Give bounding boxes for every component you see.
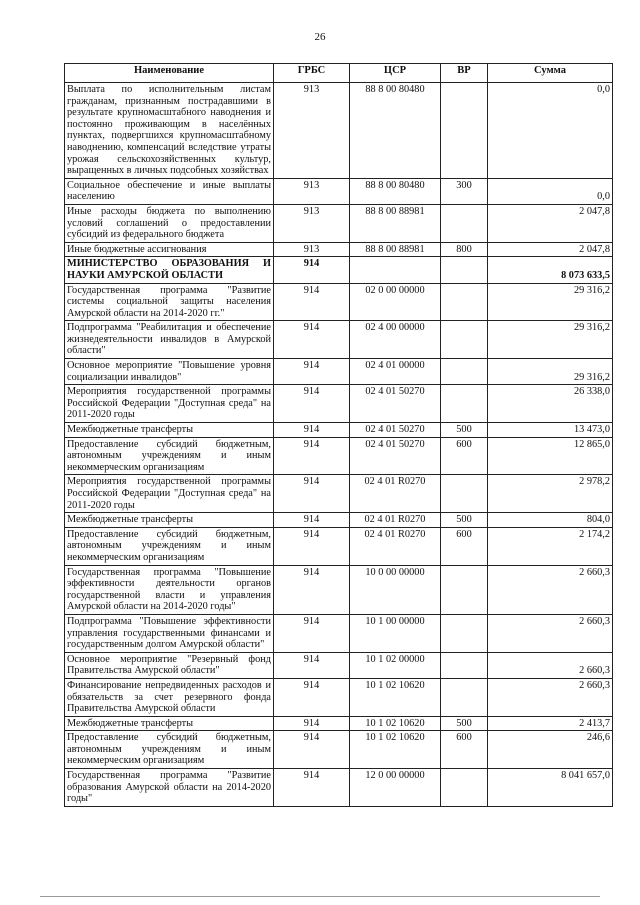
cell-name: Иные бюджетные ассигнования: [65, 242, 274, 257]
table-row: [65, 204, 613, 242]
cell-grbs: 914: [274, 716, 350, 731]
cell-name: Государственная программа "Повышение эффективности деятельности органов государственной власти и управления Амурской области на 2014-2020 годы": [65, 565, 274, 614]
cell-name: Государственная программа "Развитие образования Амурской области на 2014-2020 годы": [65, 769, 274, 807]
cell-name: МИНИСТЕРСТВО ОБРАЗОВАНИЯ И НАУКИ АМУРСКОЙ ОБЛАСТИ: [65, 257, 274, 283]
cell-vr: [441, 614, 488, 652]
cell-grbs: 914: [274, 321, 350, 359]
cell-name: Финансирование непредвиденных расходов и обязательств за счет резервного фонда Правительства Амурской области: [65, 678, 274, 716]
cell-name: Социальное обеспечение и иные выплаты населению: [65, 178, 274, 204]
cell-vr: [441, 283, 488, 321]
cell-sum: 2 047,8: [488, 204, 613, 242]
cell-vr: 600: [441, 437, 488, 475]
cell-sum: 29 316,2: [488, 359, 613, 385]
cell-name: Подпрограмма "Реабилитация и обеспечение жизнедеятельности инвалидов в Амурской области": [65, 321, 274, 359]
page-bottom-edge: [40, 896, 600, 897]
cell-csr: 12 0 00 00000: [350, 769, 441, 807]
cell-vr: [441, 385, 488, 423]
cell-vr: [441, 83, 488, 179]
cell-name: Государственная программа "Развитие системы социальной защиты населения Амурской области на 2014-2020 гг.": [65, 283, 274, 321]
cell-name: Предоставление субсидий бюджетным, автономным учреждениям и иным некоммерческим организациям: [65, 731, 274, 769]
cell-grbs: 914: [274, 769, 350, 807]
cell-grbs: 914: [274, 513, 350, 528]
cell-sum: 2 413,7: [488, 716, 613, 731]
cell-grbs: 914: [274, 385, 350, 423]
cell-sum: 8 073 633,5: [488, 257, 613, 283]
cell-vr: [441, 257, 488, 283]
cell-name: Межбюджетные трансферты: [65, 423, 274, 438]
header-vr: ВР: [441, 64, 488, 83]
cell-sum: 2 660,3: [488, 565, 613, 614]
cell-grbs: 914: [274, 614, 350, 652]
table-body: [65, 83, 613, 807]
cell-vr: 600: [441, 731, 488, 769]
cell-name: Предоставление субсидий бюджетным, автономным учреждениям и иным некоммерческим организациям: [65, 437, 274, 475]
cell-name: Предоставление субсидий бюджетным, автономным учреждениям и иным некоммерческим организациям: [65, 527, 274, 565]
table-row: [65, 283, 613, 321]
cell-vr: 300: [441, 178, 488, 204]
cell-csr: 10 1 02 10620: [350, 731, 441, 769]
cell-vr: [441, 652, 488, 678]
cell-vr: [441, 565, 488, 614]
cell-csr: [350, 257, 441, 283]
cell-csr: 02 4 01 50270: [350, 423, 441, 438]
cell-csr: 88 8 00 88981: [350, 204, 441, 242]
cell-grbs: 914: [274, 283, 350, 321]
cell-name: Основное мероприятие "Повышение уровня социализации инвалидов": [65, 359, 274, 385]
cell-csr: 10 0 00 00000: [350, 565, 441, 614]
cell-csr: 10 1 02 00000: [350, 652, 441, 678]
cell-name: Мероприятия государственной программы Российской Федерации "Доступная среда" на 2011-2020 годы: [65, 475, 274, 513]
cell-grbs: 913: [274, 242, 350, 257]
cell-grbs: 914: [274, 652, 350, 678]
table-row: [65, 678, 613, 716]
table-row: [65, 178, 613, 204]
cell-name: Иные расходы бюджета по выполнению условий соглашений о предоставлении субсидий из федерального бюджета: [65, 204, 274, 242]
cell-sum: 804,0: [488, 513, 613, 528]
cell-name: Межбюджетные трансферты: [65, 716, 274, 731]
cell-sum: 8 041 657,0: [488, 769, 613, 807]
cell-grbs: 914: [274, 437, 350, 475]
cell-name: Основное мероприятие "Резервный фонд Правительства Амурской области": [65, 652, 274, 678]
table-row: [65, 423, 613, 438]
cell-csr: 88 8 00 88981: [350, 242, 441, 257]
cell-grbs: 914: [274, 475, 350, 513]
cell-sum: 29 316,2: [488, 321, 613, 359]
cell-sum: 13 473,0: [488, 423, 613, 438]
cell-sum: 2 174,2: [488, 527, 613, 565]
cell-name: Мероприятия государственной программы Российской Федерации "Доступная среда" на 2011-2020 годы: [65, 385, 274, 423]
cell-sum: 12 865,0: [488, 437, 613, 475]
cell-vr: [441, 475, 488, 513]
cell-grbs: 914: [274, 423, 350, 438]
cell-csr: 02 0 00 00000: [350, 283, 441, 321]
table-row: [65, 83, 613, 179]
table-row: [65, 385, 613, 423]
cell-vr: [441, 204, 488, 242]
cell-grbs: 914: [274, 257, 350, 283]
table-row: [65, 437, 613, 475]
cell-csr: 02 4 01 R0270: [350, 513, 441, 528]
cell-csr: 02 4 01 R0270: [350, 527, 441, 565]
table-header-row: [65, 64, 613, 83]
table-row: [65, 527, 613, 565]
cell-sum: 246,6: [488, 731, 613, 769]
table-row: [65, 565, 613, 614]
cell-sum: 26 338,0: [488, 385, 613, 423]
cell-csr: 10 1 02 10620: [350, 716, 441, 731]
cell-sum: 2 660,3: [488, 678, 613, 716]
cell-vr: [441, 321, 488, 359]
cell-grbs: 913: [274, 178, 350, 204]
cell-name: Подпрограмма "Повышение эффективности управления государственными финансами и государственным долгом Амурской области": [65, 614, 274, 652]
cell-vr: [441, 678, 488, 716]
table-row: [65, 769, 613, 807]
table-row: [65, 716, 613, 731]
cell-sum: 0,0: [488, 178, 613, 204]
cell-grbs: 914: [274, 731, 350, 769]
cell-csr: 02 4 01 50270: [350, 437, 441, 475]
cell-vr: 500: [441, 716, 488, 731]
cell-csr: 88 8 00 80480: [350, 178, 441, 204]
table-row: [65, 242, 613, 257]
cell-csr: 02 4 01 50270: [350, 385, 441, 423]
cell-csr: 10 1 00 00000: [350, 614, 441, 652]
header-grbs: ГРБС: [274, 64, 350, 83]
cell-name: Межбюджетные трансферты: [65, 513, 274, 528]
cell-vr: 600: [441, 527, 488, 565]
table-row: [65, 652, 613, 678]
table-row: [65, 475, 613, 513]
cell-vr: 500: [441, 513, 488, 528]
header-csr: ЦСР: [350, 64, 441, 83]
cell-grbs: 913: [274, 204, 350, 242]
cell-sum: 0,0: [488, 83, 613, 179]
page-number: 26: [314, 31, 326, 43]
cell-vr: [441, 769, 488, 807]
cell-grbs: 914: [274, 565, 350, 614]
cell-csr: 02 4 01 R0270: [350, 475, 441, 513]
header-sum: Сумма: [488, 64, 613, 83]
cell-sum: 2 047,8: [488, 242, 613, 257]
cell-vr: [441, 359, 488, 385]
table-row: [65, 321, 613, 359]
table-row: [65, 359, 613, 385]
cell-name: Выплата по исполнительным листам гражданам, признанным пострадавшими в результате крупномасштабного наводнения и постоянно проживающим в населённых пунктах, подвергшихся крупномасштабному наводнению, компенсаций вследствие утраты урожая сельскохозяйственных культур, выращенных в личных подсобных хозяйствах: [65, 83, 274, 179]
cell-csr: 10 1 02 10620: [350, 678, 441, 716]
header-name: Наименование: [65, 64, 274, 83]
cell-grbs: 913: [274, 83, 350, 179]
cell-csr: 88 8 00 80480: [350, 83, 441, 179]
cell-sum: 29 316,2: [488, 283, 613, 321]
cell-csr: 02 4 00 00000: [350, 321, 441, 359]
table-row: [65, 513, 613, 528]
cell-grbs: 914: [274, 527, 350, 565]
cell-vr: 500: [441, 423, 488, 438]
cell-sum: 2 978,2: [488, 475, 613, 513]
table-row: [65, 257, 613, 283]
cell-csr: 02 4 01 00000: [350, 359, 441, 385]
cell-grbs: 914: [274, 678, 350, 716]
cell-grbs: 914: [274, 359, 350, 385]
budget-table: [64, 63, 613, 807]
table-row: [65, 731, 613, 769]
cell-sum: 2 660,3: [488, 652, 613, 678]
table-row: [65, 614, 613, 652]
cell-sum: 2 660,3: [488, 614, 613, 652]
cell-vr: 800: [441, 242, 488, 257]
